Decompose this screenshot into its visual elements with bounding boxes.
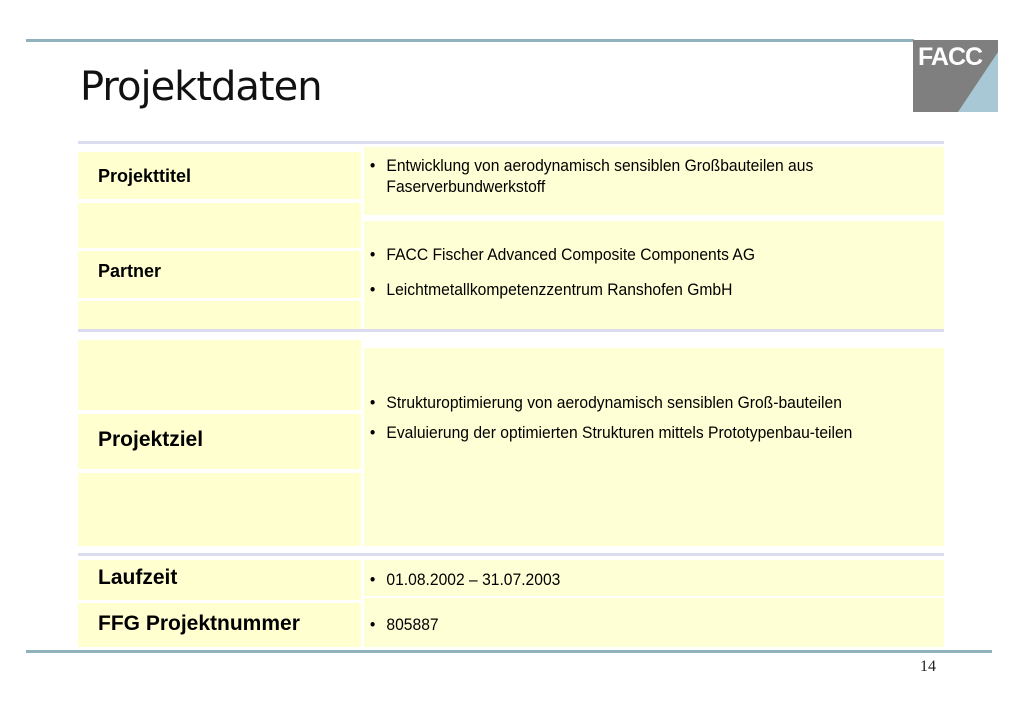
laufzeit-label-cell <box>78 560 361 600</box>
list-item: • 01.08.2002 – 31.07.2003 <box>368 569 883 590</box>
partner-value-cell <box>364 221 944 329</box>
projektziel-list <box>368 392 902 457</box>
svg-text:FACC: FACC <box>918 43 983 71</box>
label-filler <box>78 340 361 410</box>
list-item: • Evaluierung der optimierten Strukturen mittels Prototypenbau-teilen <box>368 416 902 450</box>
list-item: • Leichtmetallkompetenzzentrum Ranshofen GmbH <box>368 279 929 300</box>
section-divider <box>78 553 944 556</box>
projektziel-value-cell <box>364 348 944 546</box>
page-title: Projektdaten <box>80 64 322 110</box>
projekttitel-label: Projekttitel <box>98 166 192 186</box>
ffg-value-cell <box>364 598 944 647</box>
laufzeit-label: Laufzeit <box>98 566 178 589</box>
partner-list <box>368 244 929 300</box>
ffg-list <box>368 614 883 635</box>
label-filler <box>78 301 361 329</box>
list-item: • 805887 <box>368 614 883 635</box>
projekttitel-list <box>368 155 929 197</box>
laufzeit-value-cell <box>364 560 944 596</box>
projektziel-label: Projektziel <box>98 428 204 451</box>
laufzeit-list <box>368 569 883 590</box>
list-item: • FACC Fischer Advanced Composite Components AG <box>368 244 929 265</box>
label-filler <box>78 203 361 248</box>
projekttitel-label-cell <box>78 152 361 199</box>
label-filler <box>78 473 361 546</box>
section-divider <box>78 141 944 144</box>
list-item: • Strukturoptimierung von aerodynamisch sensiblen Groß-bauteilen <box>368 392 902 413</box>
partner-label-cell <box>78 251 361 298</box>
facc-logo <box>913 40 998 112</box>
ffg-label-cell <box>78 603 361 647</box>
ffg-label: FFG Projektnummer <box>98 612 300 635</box>
list-item: • Entwicklung von aerodynamisch sensiblen Großbauteilen aus Faserverbundwerkstoff <box>368 155 929 197</box>
bottom-rule <box>26 650 992 653</box>
partner-label: Partner <box>98 261 162 281</box>
projektziel-label-cell <box>78 414 361 469</box>
top-rule <box>26 39 914 42</box>
projekttitel-value-cell <box>364 147 944 215</box>
page-number: 14 <box>920 658 936 675</box>
section-divider <box>78 329 944 332</box>
